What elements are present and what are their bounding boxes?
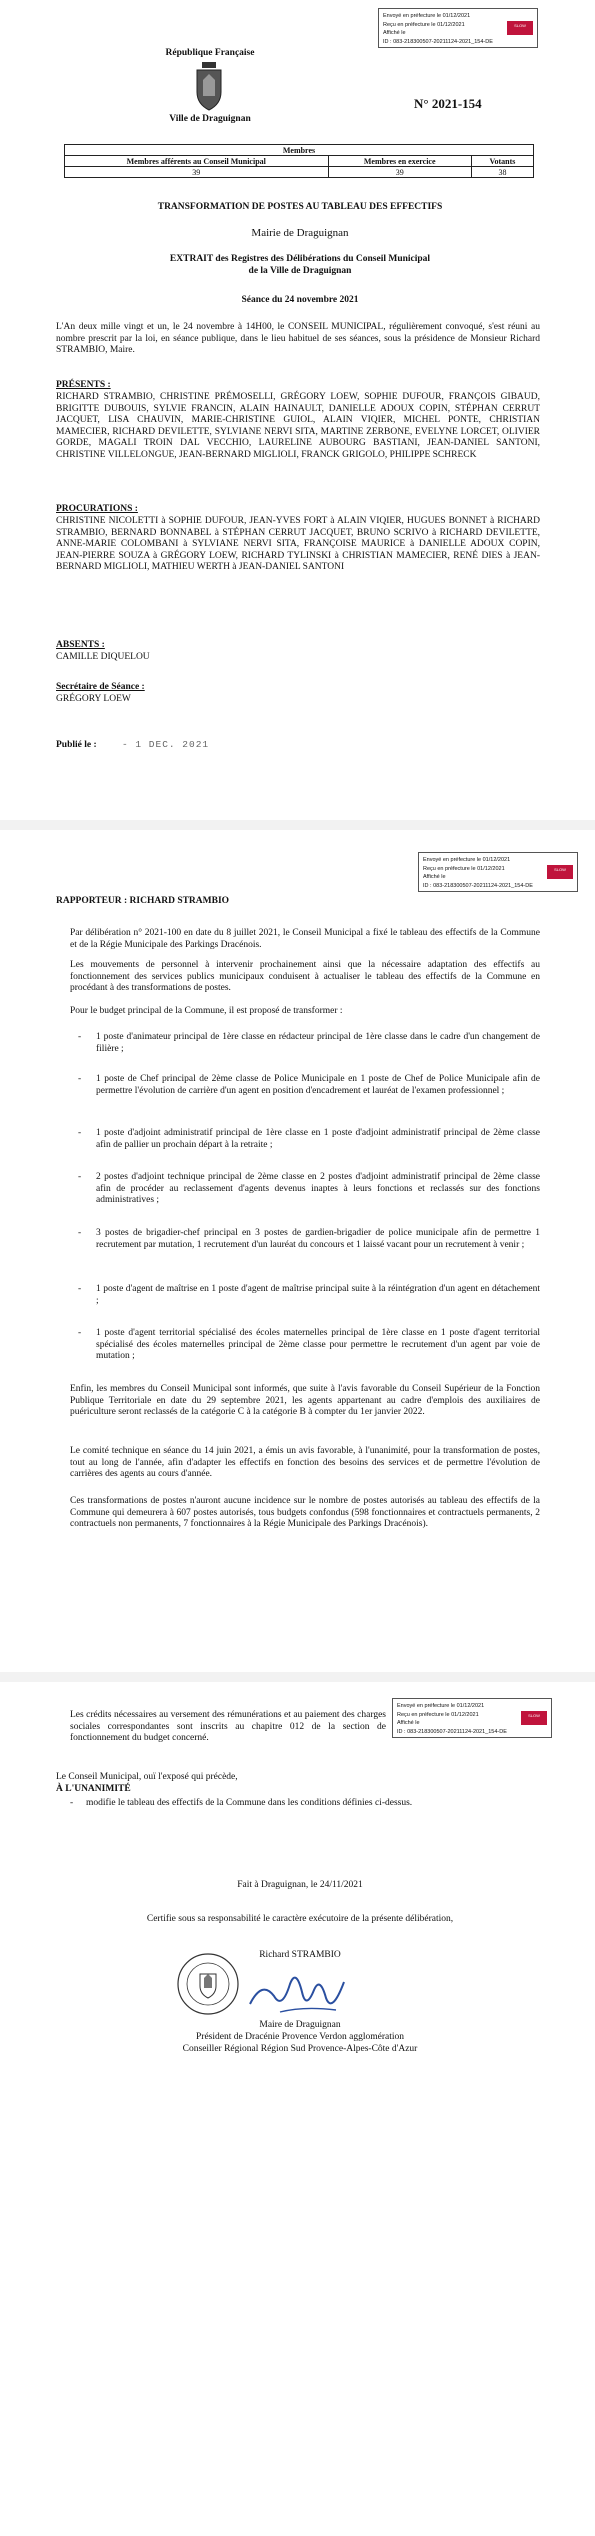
prefecture-stamp: Envoyé en préfecture le 01/12/2021 Reçu en préfecture le 01/12/2021 Affiché le ID : 083-218300507-20211124-2021_154-DE SLOW — [418, 852, 578, 892]
credits-paragraph: Les crédits nécessaires au versement des rémunérations et au paiement des charges sociales correspondantes sont inscrits au chapitre 012 de la section de fonctionnement du budget concerné. — [70, 1710, 386, 1743]
members-table: Membres Membres afférents au Conseil Municipal Membres en exercice Votants 39 39 38 — [64, 144, 534, 178]
mairie-label: Mairie de Draguignan — [251, 227, 349, 239]
ville-label: Ville de Draguignan — [169, 114, 251, 124]
absents-label: ABSENTS : — [56, 640, 105, 650]
intro-paragraph: L'An deux mille vingt et un, le 24 novembre à 14H00, le CONSEIL MUNICIPAL, régulièrement convoqué, s'est réuni au nombre prescrit par la loi, en séance publique, dans le lieu habituel de ses séances, sous la présidence de Monsieur Richard STRAMBIO, Maire. — [56, 322, 540, 355]
absents-list: CAMILLE DIQUELOU — [56, 652, 150, 662]
signatory-role-1: Maire de Draguignan — [259, 2020, 341, 2030]
bullet-item: 1 poste d'agent territorial spécialisé des écoles maternelles principal de 1ère classe en 1 poste d'agent territorial spécialisé des écoles maternelles principal de 2ème classe pour permettre le recrutement d'un agent par voie de mutation ; — [96, 1328, 540, 1361]
decision-bullet: modifie le tableau des effectifs de la Commune dans les conditions définies ci-dessus. — [86, 1798, 413, 1808]
presents-list: RICHARD STRAMBIO, CHRISTINE PRÉMOSELLI, GRÉGORY LOEW, SOPHIE DUFOUR, FRANÇOIS GIBAUD, BRIGITTE DUBOUIS, SYLVIE FRANCIN, ALAIN HAINAULT, DANIELLE ADOUX COPIN, STÉPHAN CERRUT JACQUET, LISA CHAUVIN, MARIE-CHRISTINE GUIOL, ALAIN VIQIER, MICHEL PONTE, CHRISTIAN MAMECIER, RICHARD DEVILETTE, SYLVIANE NERVI SITA, MARTINE ZERBONE, EVELYNE LORCET, OLIVIER GORDE, MAGALI TROIN DAL VECCHIO, LAURELINE AUBOURG BASTIANI, JEAN-DANIEL SANTONI, CHRISTINE VILLELONGUE, JEAN-BERNARD MIGLIOLI, FRANCK GRIGOLO, PHILIPPE SCHRECK — [56, 392, 540, 460]
paragraph-6: Ces transformations de postes n'auront aucune incidence sur le nombre de postes autorisés au tableau des effectifs de la Commune qui demeurera à 607 postes autorisés, tous budgets confondus (598 fonctionnaires et contractuels permanents, 2 contractuels non permanents, 7 fonctionnaires à la Régie Municipale des Parkings Dracénois). — [70, 1496, 540, 1529]
rapporteur: RAPPORTEUR : RICHARD STRAMBIO — [56, 896, 230, 906]
secretaire-name: GRÉGORY LOEW — [56, 694, 131, 704]
bullet-item: 2 postes d'adjoint technique principal de 2ème classe en 2 postes d'adjoint administratif principal de 2ème classe afin de procéder au reclassement d'agents devenus inaptes à leurs fonctions et reclassés sur des fonctions administratives ; — [96, 1172, 540, 1205]
deliberation-title: TRANSFORMATION DE POSTES AU TABLEAU DES EFFECTIFS — [157, 202, 443, 212]
prefecture-stamp: Envoyé en préfecture le 01/12/2021 Reçu en préfecture le 01/12/2021 Affiché le ID : 083-218300507-20211124-2021_154-DE SLOW — [378, 8, 538, 48]
page-2: Envoyé en préfecture le 01/12/2021 Reçu en préfecture le 01/12/2021 Affiché le ID : 083-218300507-20211124-2021_154-DE SLOW RAPPORTEUR : RICHARD STRAMBIO Par délibération n° 2021-100 en date du 8 juillet 2021, le Conseil Municipal a fixé le tableau des effectifs de la Commune et de la Régie Municipale des Parkings Dracénois. Les mouvements de personnel à intervenir prochainement ainsi que la nécessaire adaptation des effectifs au fonctionnement des services publics municipaux conduisent à actualiser le tableau des effectifs de la Commune en procédant à des transformations de postes. Pour le budget principal de la Commune, il est proposé de transformer : - 1 poste d'animateur principal de 1ère classe en rédacteur principal de 1ère classe dans le cadre d'un changement de filière ; - 1 poste de Chef principal de 2ème classe de Police Municipale en 1 poste de Chef de Police Municipale afin de permettre l'évolution de carrière d'un agent en position d'encadrement et lauréat de l'examen professionnel ; - 1 poste d'adjoint administratif principal de 1ère classe en 1 poste d'adjoint administratif principal de 2ème classe afin de pallier un prochain départ à la retraite ; - 2 postes d'adjoint technique principal de 2ème classe en 2 postes d'adjoint administratif principal de 2ème classe afin de procéder au reclassement d'agents devenus inaptes à leurs fonctions et reclassés sur des fonctions administratives ; - 3 postes de brigadier-chef principal en 3 postes de gardien-brigadier de police municipale afin de permettre 1 recrutement par mutation, 1 recrutement d'un lauréat du concours et 1 laissé vacant pour un recrutement à venir ; - 1 poste d'agent de maîtrise en 1 poste d'agent de maîtrise principal suite à la réintégration d'un agent en détachement ; - 1 poste d'agent territorial spécialisé des écoles maternelles principal de 1ère classe en 1 poste d'agent territorial spécialisé des écoles maternelles principal de 2ème classe pour permettre le recrutement d'un agent par voie de mutation ; Enfin, les membres du Conseil Municipal sont informés, que suite à l'avis favorable du Conseil Supérieur de la Fonction Publique Territoriale en date du 29 septembre 2021, les agents appartenant au cadre d'emplois des auxiliaires de puériculture seront reclassés de la catégorie C à la catégorie B à compter du 1er janvier 2022. Le comité technique en séance du 14 juin 2021, a émis un avis favorable, à l'unanimité, pour la transformation de postes, tout au long de l'année, afin d'adapter les effectifs en fonction des besoins des services et de permettre l'évolution de carrières des agents au cours d'année. Ces transformations de postes n'auront aucune incidence sur le nombre de postes autorisés au tableau des effectifs de la Commune qui demeurera à 607 postes autorisés, tous budgets confondus (598 fonctionnaires et contractuels permanents, 2 contractuels non permanents, 7 fonctionnaires à la Régie Municipale des Parkings Dracénois). — [0, 832, 595, 1670]
certifie-statement: Certifie sous sa responsabilité le caractère exécutoire de la présente délibération, — [146, 1914, 454, 1924]
paragraph-2: Les mouvements de personnel à intervenir prochainement ainsi que la nécessaire adaptation des effectifs au fonctionnement des services publics municipaux conduisent à actualiser le tableau des effectifs de la Commune en procédant à des transformations de postes. — [70, 960, 540, 993]
signatory-name: Richard STRAMBIO — [259, 1950, 341, 1960]
paragraph-3: Pour le budget principal de la Commune, il est proposé de transformer : — [70, 1006, 343, 1016]
handwritten-signature — [240, 1962, 360, 2022]
slow-logo: SLOW — [547, 865, 573, 879]
official-seal-icon — [176, 1952, 240, 2016]
coat-of-arms-icon — [193, 62, 225, 112]
unanimite-label: À L'UNANIMITÉ — [56, 1784, 131, 1794]
republique-label: République Française — [165, 48, 255, 58]
bullet-item: 1 poste d'animateur principal de 1ère classe en rédacteur principal de 1ère classe dans le cadre d'un changement de filière ; — [96, 1032, 540, 1054]
bullet-item: 1 poste d'adjoint administratif principal de 1ère classe en 1 poste d'adjoint administratif principal de 2ème classe afin de pallier un prochain départ à la retraite ; — [96, 1128, 540, 1150]
page-separator — [0, 820, 595, 830]
paragraph-5: Le comité technique en séance du 14 juin 2021, a émis un avis favorable, à l'unanimité, pour la transformation de postes, tout au long de l'année, afin d'adapter les effectifs en fonction des besoins des services et de permettre l'évolution de carrières des agents au cours d'année. — [70, 1446, 540, 1479]
publie-label: Publié le : — [56, 740, 97, 750]
procurations-label: PROCURATIONS : — [56, 504, 138, 514]
fait-a: Fait à Draguignan, le 24/11/2021 — [237, 1880, 363, 1890]
slow-logo: SLOW — [507, 21, 533, 35]
paragraph-1: Par délibération n° 2021-100 en date du 8 juillet 2021, le Conseil Municipal a fixé le tableau des effectifs de la Commune et de la Régie Municipale des Parkings Dracénois. — [70, 928, 540, 950]
page-1 — [0, 0, 595, 820]
bullet-item: 1 poste d'agent de maîtrise en 1 poste d'agent de maîtrise principal suite à la réintégration d'un agent en détachement ; — [96, 1284, 540, 1306]
procurations-list: CHRISTINE NICOLETTI à SOPHIE DUFOUR, JEAN-YVES FORT à ALAIN VIQIER, HUGUES BONNET à RICHARD STRAMBIO, BERNARD BONNABEL à STÉPHAN CERRUT JACQUET, BRUNO SCRIVO à RICHARD DEVILETTE, ANNE-MARIE COLOMBANI à SYLVIANE NERVI SITA, FRANÇOISE MAURICE à DANIELLE ADOUX COPIN, JEAN-PIERRE SOUZA à GRÉGORY LOEW, RICHARD TYLINSKI à CHRISTIAN MAMECIER, RENÉ DIES à JEAN-BERNARD MIGLIOLI, MATHIEU WERTH à JEAN-DANIEL SANTONI — [56, 516, 540, 572]
presents-label: PRÉSENTS : — [56, 380, 111, 390]
secretaire-label: Secrétaire de Séance : — [56, 682, 145, 692]
slow-logo: SLOW — [521, 1711, 547, 1725]
signatory-role-2: Président de Dracénie Provence Verdon agglomération — [196, 2032, 404, 2042]
bullet-item: 1 poste de Chef principal de 2ème classe de Police Municipale en 1 poste de Chef de Police Municipale afin de permettre l'évolution de carrière d'un agent en position d'encadrement et lauréat de l'examen professionnel ; — [96, 1074, 540, 1096]
page-3: Envoyé en préfecture le 01/12/2021 Reçu en préfecture le 01/12/2021 Affiché le ID : 083-218300507-20211124-2021_154-DE SLOW Les crédits nécessaires au versement des rémunérations et au paiement des charges sociales correspondantes sont inscrits au chapitre 012 de la section de fonctionnement du budget concerné. Le Conseil Municipal, ouï l'exposé qui précède, À L'UNANIMITÉ - modifie le tableau des effectifs de la Commune dans les conditions définies ci-dessus. Fait à Draguignan, le 24/11/2021 Certifie sous sa responsabilité le caractère exécutoire de la présente délibération, Richard STRAMBIO Maire de Draguignan Président de Dracénie Provence Verdon agglomération Conseiller Régional Région Sud Provence-Alpes-Côte d'Azur — [0, 1690, 595, 2536]
extrait-line-2: de la Ville de Draguignan — [248, 266, 352, 276]
publie-date-stamp: - 1 DEC. 2021 — [122, 739, 210, 750]
paragraph-4: Enfin, les membres du Conseil Municipal sont informés, que suite à l'avis favorable du Conseil Supérieur de la Fonction Publique Territoriale en date du 29 septembre 2021, les agents appartenant au cadre d'emplois des auxiliaires de puériculture seront reclassés de la catégorie C à la catégorie B à compter du 1er janvier 2022. — [70, 1384, 540, 1417]
deliberation-number: N° 2021-154 — [414, 96, 482, 111]
prefecture-stamp: Envoyé en préfecture le 01/12/2021 Reçu en préfecture le 01/12/2021 Affiché le ID : 083-218300507-20211124-2021_154-DE SLOW — [392, 1698, 552, 1738]
page-separator — [0, 1672, 595, 1682]
seance-date: Séance du 24 novembre 2021 — [241, 295, 359, 305]
extrait-line-1: EXTRAIT des Registres des Délibérations du Conseil Municipal — [169, 254, 431, 264]
bullet-item: 3 postes de brigadier-chef principal en 3 postes de gardien-brigadier de police municipale afin de permettre 1 recrutement par mutation, 1 recrutement d'un lauréat du concours et 1 laissé vacant pour un recrutement à venir ; — [96, 1228, 540, 1250]
signatory-role-3: Conseiller Régional Région Sud Provence-Alpes-Côte d'Azur — [182, 2044, 418, 2054]
conseil-statement: Le Conseil Municipal, ouï l'exposé qui précède, — [56, 1772, 238, 1782]
